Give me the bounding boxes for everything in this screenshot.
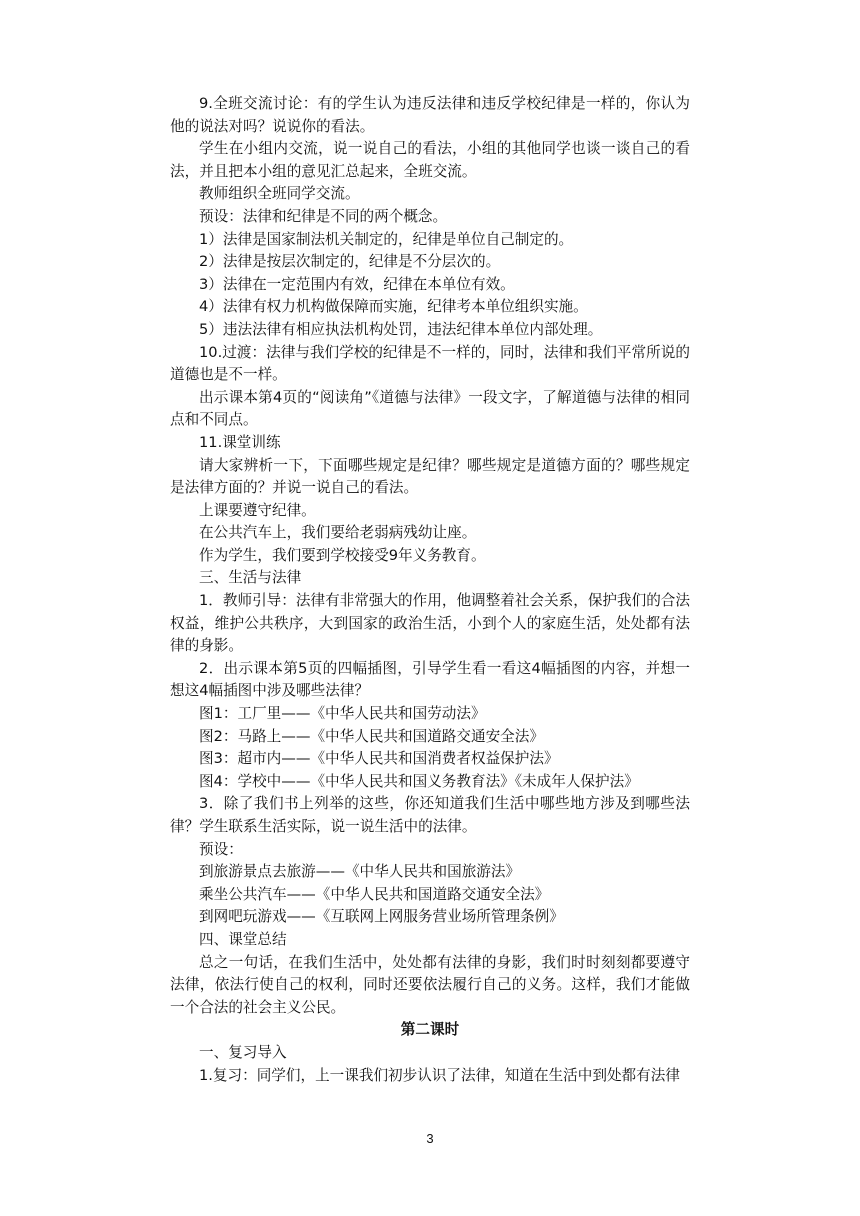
paragraph: 请大家辨析一下，下面哪些规定是纪律？哪些规定是道德方面的？哪些规定是法律方面的？并说一说自己的看法。 (170, 456, 690, 497)
paragraph: 11.课堂训练 (199, 433, 281, 451)
paragraph: 在公共汽车上，我们要给老弱病残幼让座。 (199, 524, 477, 542)
paragraph: 乘坐公共汽车——《中华人民共和国道路交通安全法》 (199, 885, 550, 903)
paragraph: 4）法律有权力机构做保障而实施，纪律考本单位组织实施。 (199, 298, 588, 316)
paragraph: 3）法律在一定范围内有效，纪律在本单位有效。 (199, 275, 515, 293)
paragraph: 到网吧玩游戏——《互联网上网服务营业场所管理条例》 (199, 908, 564, 926)
page-number: 3 (426, 1131, 434, 1146)
paragraph: 四、课堂总结 (199, 930, 287, 948)
paragraph: 图2：马路上——《中华人民共和国道路交通安全法》 (199, 727, 544, 745)
paragraph: 作为学生，我们要到学校接受9年义务教育。 (199, 546, 486, 564)
section-heading: 第二课时 (400, 1021, 460, 1039)
paragraph: 图3：超市内——《中华人民共和国消费者权益保护法》 (199, 750, 559, 768)
paragraph: 1．教师引导：法律有非常强大的作用，他调整着社会关系，保护我们的合法权益，维护公共秩序，大到国家的政治生活，小到个人的家庭生活，处处都有法律的身影。 (170, 592, 690, 655)
document-body (170, 93, 690, 1087)
paragraph: 10.过渡：法律与我们学校的纪律是不一样的，同时，法律和我们平常所说的道德也是不一样。 (170, 343, 690, 384)
paragraph: 2．出示课本第5页的四幅插图，引导学生看一看这4幅插图的内容，并想一想这4幅插图中涉及哪些法律？ (170, 659, 690, 700)
paragraph: 3．除了我们书上列举的这些，你还知道我们生活中哪些地方涉及到哪些法律？学生联系生活实际，说一说生活中的法律。 (170, 795, 690, 835)
paragraph: 图4：学校中——《中华人民共和国义务教育法》《未成年人保护法》 (199, 772, 639, 790)
paragraph: 预设： (199, 840, 243, 858)
paragraph: 图1：工厂里——《中华人民共和国劳动法》 (199, 705, 486, 723)
paragraph: 一、复习导入 (199, 1043, 287, 1061)
paragraph: 预设：法律和纪律是不同的两个概念。 (199, 207, 448, 225)
paragraph: 9.全班交流讨论：有的学生认为违反法律和违反学校纪律是一样的，你认为他的说法对吗？说说你的看法。 (170, 95, 690, 135)
paragraph: 1.复习：同学们，上一课我们初步认识了法律，知道在生活中到处都有法律 (199, 1066, 680, 1084)
paragraph: 出示课本第4页的“阅读角”《道德与法律》一段文字，了解道德与法律的相同点和不同点。 (170, 388, 690, 429)
paragraph: 5）违法法律有相应执法机构处罚，违法纪律本单位内部处理。 (199, 320, 603, 338)
paragraph: 三、生活与法律 (199, 569, 302, 587)
paragraph: 学生在小组内交流，说一说自己的看法，小组的其他同学也谈一谈自己的看法，并且把本小组的意见汇总起来，全班交流。 (170, 140, 690, 180)
paragraph: 教师组织全班同学交流。 (199, 185, 360, 203)
paragraph: 总之一句话，在我们生活中，处处都有法律的身影，我们时时刻刻都要遵守法律，依法行使自己的权利，同时还要依法履行自己的义务。这样，我们才能做一个合法的社会主义公民。 (170, 953, 690, 1016)
paragraph: 1）法律是国家制法机关制定的，纪律是单位自己制定的。 (199, 230, 574, 248)
paragraph: 到旅游景点去旅游——《中华人民共和国旅游法》 (199, 863, 521, 881)
paragraph: 上课要遵守纪律。 (199, 501, 316, 519)
paragraph: 2）法律是按层次制定的，纪律是不分层次的。 (199, 253, 501, 271)
